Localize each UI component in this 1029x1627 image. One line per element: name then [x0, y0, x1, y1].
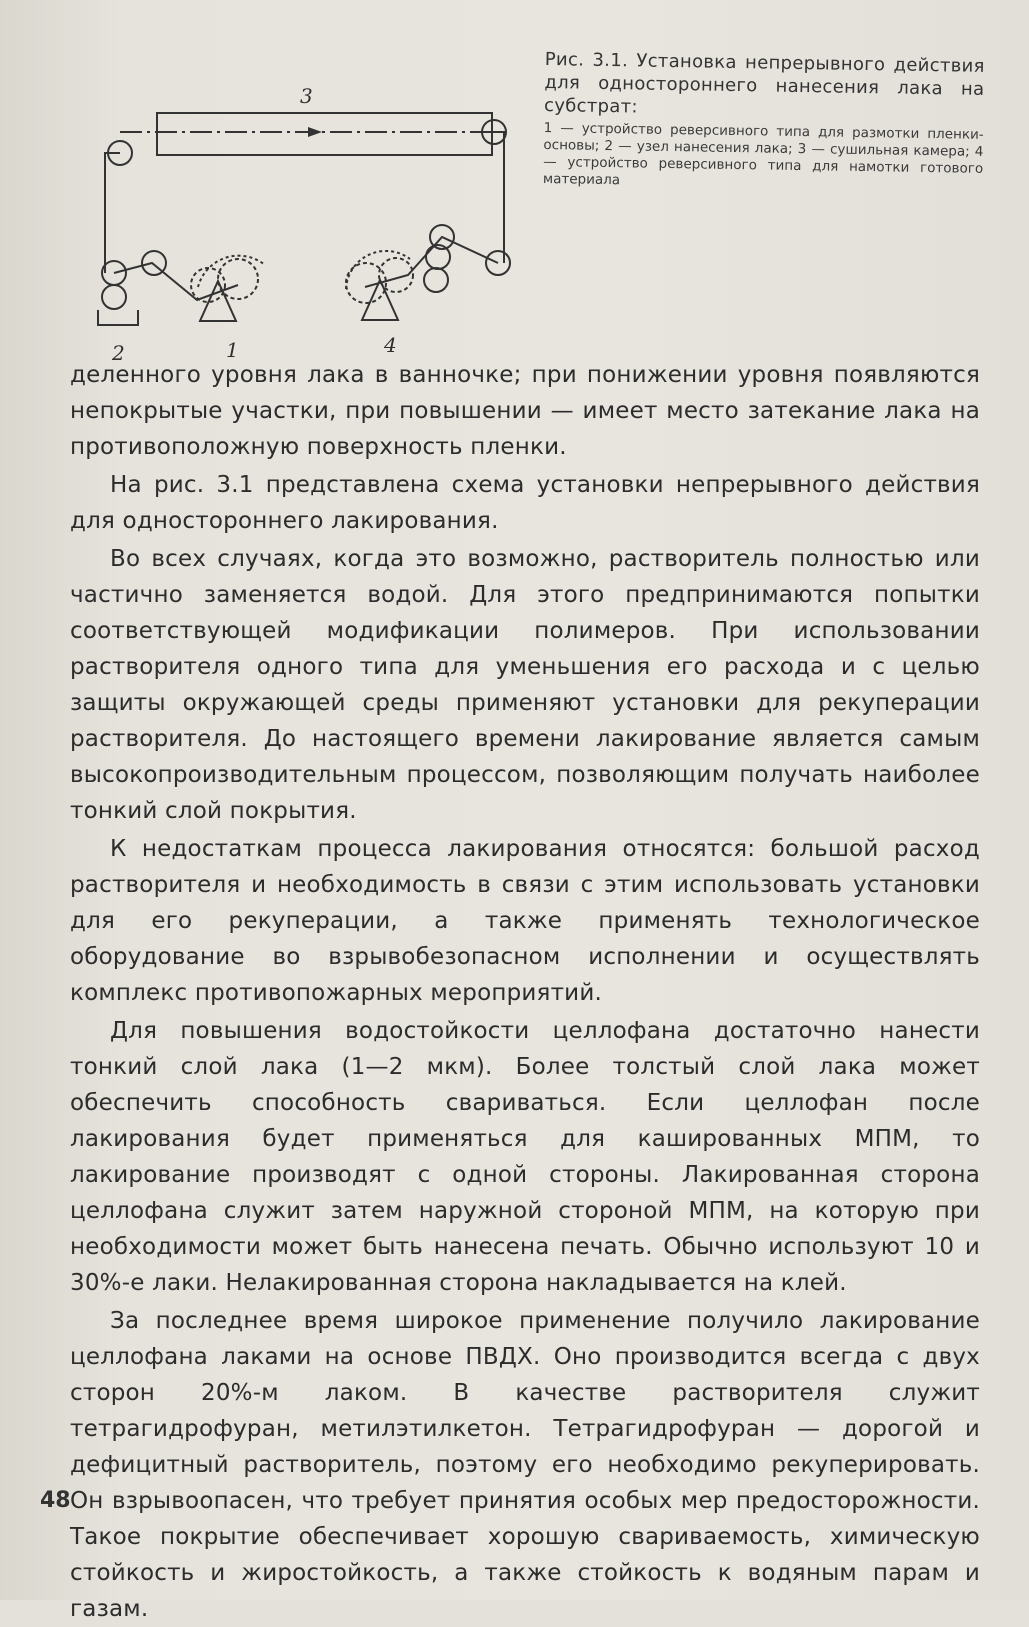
caption-title: Рис. 3.1. Установка непрерывного действия для одностороннего нанесения лака на субстрат: [543, 48, 985, 118]
paragraph: деленного уровня лака в ванночке; при понижении уровня появляются непокрытые участки, при повышении — имеет место затекание лака на противоположную поверхность пленки. [70, 362, 980, 460]
body-text [70, 357, 980, 1627]
figure-label-2: 2 [112, 341, 125, 365]
paragraph: За последнее время широкое применение получило лакирование целлофана лаками на основе ПВДХ. Оно производится всегда с двух сторон 20%-м лаком. В качестве растворителя служит тетрагидрофуран, метилэтилкетон. Тетрагидрофуран — дорогой и дефицитный растворитель, поэтому его необходимо рекуперировать. Он взрывоопасен, что требует принятия особых мер предосторожности. Такое покрытие обеспечивает хорошую свариваемость, химическую стойкость и жиростойкость, а также стойкость к водяным парам и газам. [70, 1308, 980, 1622]
drying-chamber [157, 113, 492, 155]
page-number: 48 [40, 1488, 71, 1513]
idler-roller [142, 251, 166, 275]
figure-3-1-diagram [90, 75, 530, 375]
paragraph: Для повышения водостойкости целлофана достаточно нанести тонкий слой лака (1—2 мкм). Более толстый слой лака может обеспечить способность свариваться. Если целлофан после лакирования будет применяться для кашированных МПМ, то лакирование производят с одной стороны. Лакированная сторона целлофана служит затем наружной стороной МПМ, на которую при необходимости может быть нанесена печать. Обычно используют 10 и 30%-е лаки. Нелакированная сторона накладывается на клей. [70, 1018, 980, 1296]
unwind-roller-lower [102, 285, 126, 309]
figure-label-1: 1 [226, 338, 239, 362]
caption-legend: 1 — устройство реверсивного типа для размотки пленки-основы; 2 — узел нанесения лака; 3 — сушильная камера; 4 — устройство реверсивного типа для намотки готового материала [542, 119, 984, 189]
figure-caption [543, 48, 985, 195]
paragraph: К недостаткам процесса лакирования относятся: большой расход растворителя и необходимость в связи с этим использовать установки для его рекуперации, а также применять технологическое оборудование во взрывобезопасном исполнении и осуществлять комплекс противопожарных мероприятий. [70, 836, 980, 1006]
paragraph: Во всех случаях, когда это возможно, растворитель полностью или частично заменяется водой. Для этого предпринимаются попытки соответствующей модификации полимеров. При использовании растворителя одного типа для уменьшения его расхода и с целью защиты окружающей среды применяют установки для рекуперации растворителя. До настоящего времени лакирование является самым высокопроизводительным процессом, позволяющим получать наиболее тонкий слой покрытия. [70, 546, 980, 824]
web-direction-arrow [308, 127, 322, 137]
rewind-stack-roller-low [424, 268, 448, 292]
paragraph: На рис. 3.1 представлена схема установки непрерывного действия для одностороннего лакирования. [70, 472, 980, 534]
figure-label-3: 3 [300, 84, 313, 108]
figure-label-4: 4 [384, 333, 397, 357]
coating-line-diagram [90, 75, 530, 375]
